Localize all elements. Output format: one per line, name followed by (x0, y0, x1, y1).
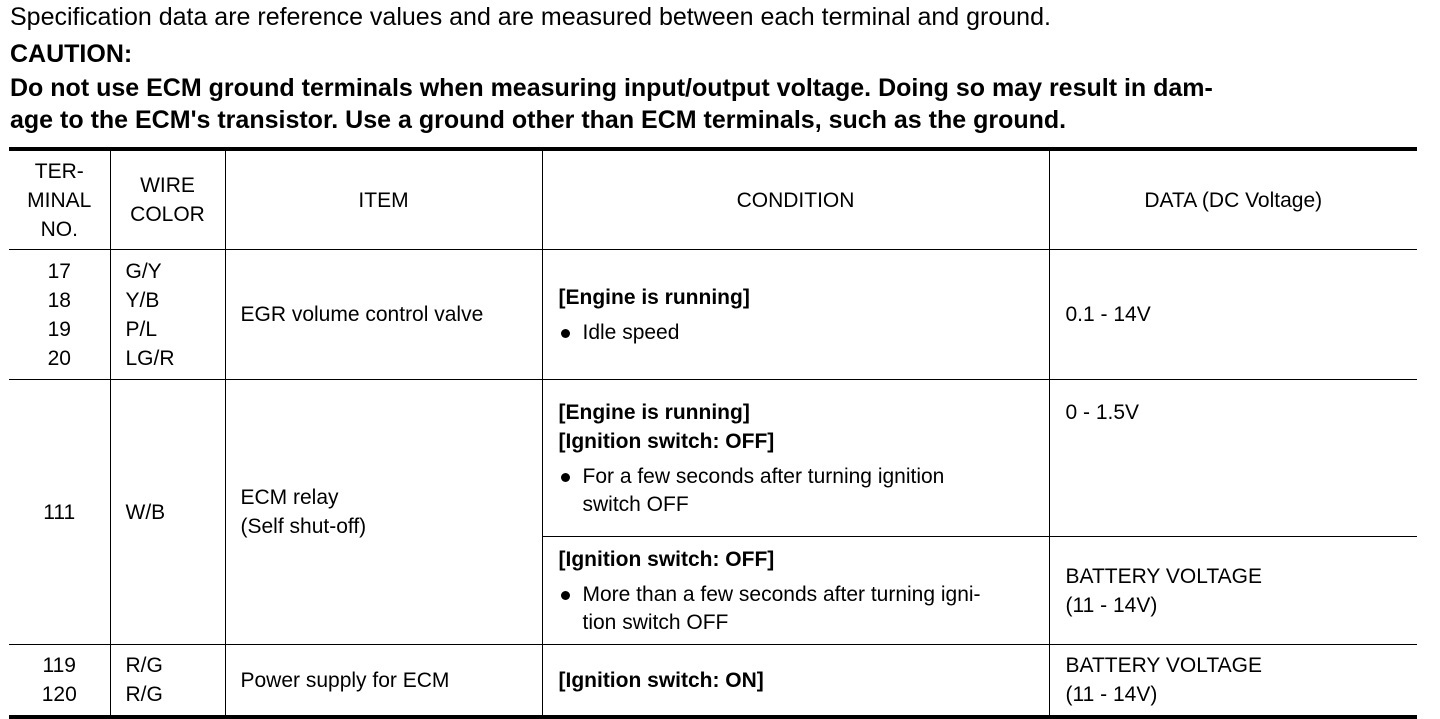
spec-table (9, 147, 1417, 719)
header-terminal-line: NO. (40, 217, 78, 241)
caution-line-1: Do not use ECM ground terminals when measuring input/output voltage. Doing so may result in dam- (10, 74, 1213, 102)
caution-line-2: age to the ECM's transistor. Use a ground other than ECM terminals, such as the ground. (10, 106, 1067, 134)
terminal-no: 120 (41, 683, 77, 706)
condition-heading: [Ignition switch: ON] (558, 668, 764, 692)
condition-heading: [Ignition switch: OFF] (558, 429, 775, 453)
condition-bullet (559, 319, 1039, 347)
data-line: BATTERY VOLTAGE (1065, 654, 1262, 677)
wire-color: R/G (125, 654, 163, 677)
bullet-dot-icon (561, 591, 570, 600)
terminal-no: 119 (42, 654, 76, 677)
terminal-no: 18 (47, 288, 71, 312)
terminal-no: 17 (47, 259, 71, 283)
condition-bullet-text: Idle speed (582, 320, 680, 344)
table-row (9, 250, 1417, 380)
terminal-cell: 111 (9, 380, 110, 645)
header-data: DATA (DC Voltage) (1049, 149, 1417, 250)
condition-heading: [Engine is running] (558, 285, 750, 309)
wire-color: P/L (125, 317, 158, 341)
header-wire-line: COLOR (130, 203, 205, 226)
terminal-cell (9, 250, 110, 380)
item-line: (Self shut-off) (240, 515, 367, 538)
wire-color: G/Y (125, 259, 162, 283)
condition-bullet (559, 463, 1039, 519)
data-line: (11 - 14V) (1065, 593, 1158, 617)
wire-color-cell (110, 250, 225, 380)
data-cell: 0 - 1.5V (1049, 380, 1417, 537)
condition-bullet-line: More than a few seconds after turning igni- (582, 582, 981, 606)
table-row (9, 380, 1417, 537)
data-line: (11 - 14V) (1065, 683, 1158, 706)
header-terminal-no (9, 149, 110, 250)
data-cell (1049, 537, 1417, 645)
data-cell: 0.1 - 14V (1049, 250, 1417, 380)
data-line: BATTERY VOLTAGE (1065, 564, 1262, 588)
table-header-row (9, 149, 1417, 250)
header-terminal-line: TER- (34, 159, 84, 183)
item-cell (225, 380, 542, 645)
wire-color: LG/R (125, 346, 175, 370)
terminal-cell (9, 645, 110, 718)
header-wire-color (110, 149, 225, 250)
condition-bullet-line: tion switch OFF (582, 610, 729, 634)
table-row (9, 645, 1417, 718)
wire-color: R/G (125, 683, 163, 706)
item-cell: Power supply for ECM (225, 645, 542, 718)
wire-color-cell (110, 645, 225, 718)
header-wire-line: WIRE (140, 174, 195, 197)
header-condition: CONDITION (542, 149, 1049, 250)
data-cell (1049, 645, 1417, 718)
header-terminal-line: MINAL (27, 188, 92, 212)
condition-bullet-line: switch OFF (582, 492, 689, 516)
condition-cell (542, 380, 1049, 537)
condition-cell (542, 537, 1049, 645)
condition-heading: [Engine is running] (558, 400, 750, 424)
condition-bullet (559, 581, 1039, 637)
condition-heading: [Ignition switch: OFF] (558, 547, 775, 571)
caution-body (10, 72, 1420, 136)
terminal-no: 19 (47, 317, 71, 341)
bullet-dot-icon (561, 329, 570, 338)
wire-color-cell: W/B (110, 380, 225, 645)
item-line: ECM relay (240, 486, 339, 509)
intro-text: Specification data are reference values and are measured between each terminal and ground. (10, 3, 1051, 31)
bullet-dot-icon (561, 473, 570, 482)
header-item: ITEM (225, 149, 542, 250)
condition-cell (542, 250, 1049, 380)
terminal-no: 20 (47, 346, 71, 370)
condition-bullet-line: For a few seconds after turning ignition (582, 464, 945, 488)
condition-cell (542, 645, 1049, 718)
wire-color: Y/B (125, 288, 160, 312)
item-cell: EGR volume control valve (225, 250, 542, 380)
caution-title: CAUTION: (10, 40, 133, 68)
